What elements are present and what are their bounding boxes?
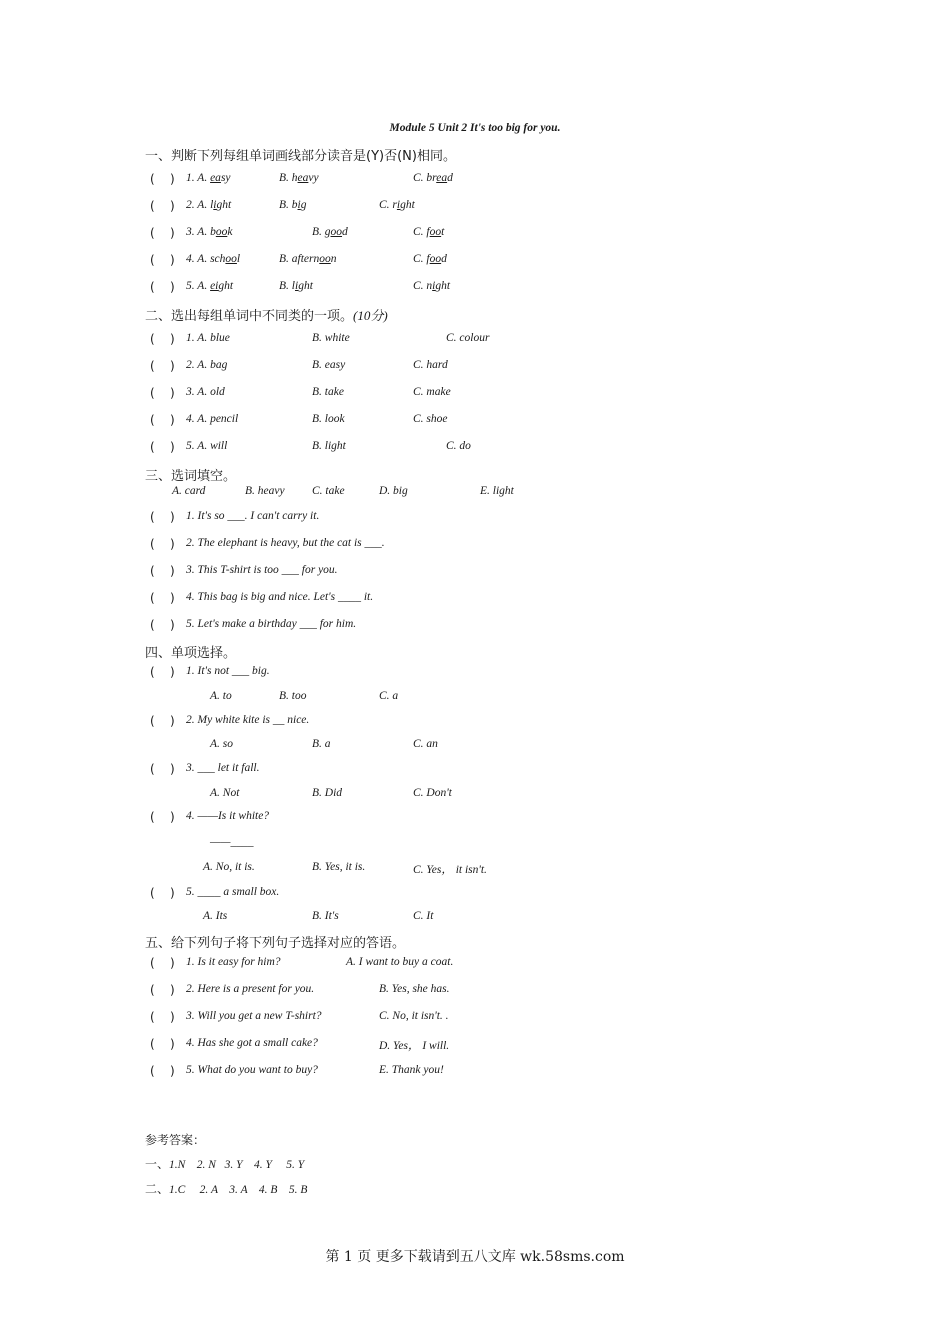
question-text: 1. It's not ___ big. xyxy=(186,665,270,677)
option-c: C. Yes， it isn't. xyxy=(413,864,487,876)
answer-blank[interactable] xyxy=(150,618,175,632)
option-a: A. to xyxy=(210,690,232,702)
response-option: B. Yes, she has. xyxy=(379,983,450,995)
answers-heading: 参考答案： xyxy=(145,1133,206,1147)
option-a xyxy=(186,253,240,265)
option-c: C. Don't xyxy=(413,787,452,799)
page-title: Module 5 Unit 2 It's too big for you. xyxy=(389,122,561,134)
section-2-score: (10分) xyxy=(353,308,388,323)
paren-close: ) xyxy=(170,253,175,267)
option-b: B. too xyxy=(279,690,307,702)
underlined-letters: ea xyxy=(436,172,448,184)
underlined-letters: i xyxy=(294,280,299,292)
paren-close: ) xyxy=(170,591,175,605)
underlined-letters: i xyxy=(432,280,436,292)
s5-question-row xyxy=(0,1064,950,1082)
word-part: ght xyxy=(435,280,451,292)
s3-question-row xyxy=(0,618,950,636)
word-part: C. n xyxy=(413,280,433,292)
option-c xyxy=(413,280,450,292)
answer-blank[interactable] xyxy=(150,413,175,427)
option-a: 5. A. will xyxy=(186,440,228,452)
word-part: C. f xyxy=(413,226,430,238)
s1-question-row xyxy=(0,172,950,190)
word-part: ght xyxy=(298,280,313,292)
option-b xyxy=(312,226,348,238)
underlined-letters: ea xyxy=(297,172,309,184)
answer-blank[interactable] xyxy=(150,253,175,267)
word-part: d xyxy=(342,226,348,238)
word-part: b xyxy=(210,226,216,238)
option-c xyxy=(413,172,453,184)
option-b: B. Did xyxy=(312,787,343,799)
underlined-letters: oo xyxy=(330,226,343,238)
page-footer: 第 1 页 更多下载请到五八文库 wk.58sms.com xyxy=(325,1249,625,1265)
question-text: 1. Is it easy for him? xyxy=(186,956,281,968)
paren-open: ( xyxy=(150,591,155,605)
paren-open: ( xyxy=(150,359,155,373)
s5-question-row xyxy=(0,1010,950,1028)
paren-close: ) xyxy=(170,440,175,454)
response-option: C. No, it isn't. . xyxy=(379,1010,449,1022)
paren-open: ( xyxy=(150,762,155,776)
paren-open: ( xyxy=(150,253,155,267)
s4-question-row xyxy=(0,810,950,828)
underlined-letters: oo xyxy=(225,253,237,265)
answers-line-1 xyxy=(145,1155,304,1172)
word-bank-option: C. take xyxy=(312,485,345,497)
question-number: 5. A. xyxy=(186,280,211,292)
answers-line-2-prefix: 二、 xyxy=(145,1182,170,1196)
answer-blank[interactable] xyxy=(150,226,175,240)
answer-blank[interactable] xyxy=(150,359,175,373)
section-2-heading xyxy=(145,305,388,324)
section-3-heading: 三、选词填空。 xyxy=(145,469,237,484)
question-number: 4. A. xyxy=(186,253,211,265)
option-c: C. shoe xyxy=(413,413,448,425)
option-c: C. hard xyxy=(413,359,448,371)
option-b: B. white xyxy=(312,332,350,344)
s1-question-row xyxy=(0,226,950,244)
option-a xyxy=(186,280,233,292)
s2-question-row xyxy=(0,332,950,350)
paren-open: ( xyxy=(150,172,155,186)
s1-question-row xyxy=(0,199,950,217)
paren-close: ) xyxy=(170,886,175,900)
question-text: 4. ——Is it white? xyxy=(186,810,270,822)
word-part: ght xyxy=(218,280,234,292)
s2-question-row xyxy=(0,386,950,404)
word-part: sy xyxy=(220,172,231,184)
option-a: A. Not xyxy=(210,787,240,799)
answer-blank[interactable] xyxy=(150,564,175,578)
option-c: C. a xyxy=(379,690,399,702)
answer-blank[interactable] xyxy=(150,591,175,605)
option-a: 4. A. pencil xyxy=(186,413,239,425)
option-b xyxy=(279,172,319,184)
s4-question-row xyxy=(0,886,950,904)
option-b: B. take xyxy=(312,386,344,398)
response-option: A. I want to buy a coat. xyxy=(346,956,454,968)
underlined-letters: oo xyxy=(429,226,442,238)
response-option: E. Thank you! xyxy=(379,1064,444,1076)
question-text: 5. ____ a small box. xyxy=(186,886,280,898)
s4-question-row xyxy=(0,714,950,732)
answer-blank[interactable] xyxy=(150,714,175,728)
s2-question-row xyxy=(0,440,950,458)
option-c: C. It xyxy=(413,910,434,922)
paren-close: ) xyxy=(170,810,175,824)
answer-blank[interactable] xyxy=(150,1064,175,1078)
section-2-title: 二、选出每组单词中不同类的一项。 xyxy=(145,309,354,324)
s4-options-row xyxy=(0,910,950,928)
paren-open: ( xyxy=(150,199,155,213)
answer-blank[interactable] xyxy=(150,762,175,776)
word-part: B. l xyxy=(279,280,295,292)
question-text: 4. Has she got a small cake? xyxy=(186,1037,318,1049)
s1-question-row xyxy=(0,280,950,298)
option-a: 2. A. bag xyxy=(186,359,228,371)
answer-blank[interactable] xyxy=(150,332,175,346)
word-part: n xyxy=(330,253,337,265)
paren-open: ( xyxy=(150,564,155,578)
word-bank-option: A. card xyxy=(172,485,206,497)
paren-open: ( xyxy=(150,886,155,900)
sentence: 5. Let's make a birthday ___ for him. xyxy=(186,618,357,630)
option-b: B. It's xyxy=(312,910,339,922)
s4-options-row xyxy=(0,690,950,708)
paren-close: ) xyxy=(170,226,175,240)
response-option: D. Yes， I will. xyxy=(379,1040,450,1052)
option-b: B. light xyxy=(312,440,346,452)
s5-question-row xyxy=(0,983,950,1001)
s4-options-row xyxy=(0,787,950,805)
underlined-letters: i xyxy=(396,199,401,211)
word-part: l xyxy=(210,199,214,211)
word-part: k xyxy=(227,226,233,238)
answers-line-2-values: 1.C 2. A 3. A 4. B 5. B xyxy=(169,1184,308,1196)
s3-question-row xyxy=(0,564,950,582)
option-c: C. an xyxy=(413,738,438,750)
s3-question-row xyxy=(0,510,950,528)
answer-blank[interactable] xyxy=(150,510,175,524)
paren-close: ) xyxy=(170,537,175,551)
option-b: B. easy xyxy=(312,359,346,371)
answers-line-1-prefix: 一、 xyxy=(145,1157,170,1171)
question-text: 3. ___ let it fall. xyxy=(186,762,260,774)
paren-open: ( xyxy=(150,537,155,551)
option-a: 1. A. blue xyxy=(186,332,230,344)
sentence: 1. It's so ___. I can't carry it. xyxy=(186,510,320,522)
word-bank xyxy=(0,485,950,503)
s5-question-row xyxy=(0,956,950,974)
option-a: A. Its xyxy=(203,910,228,922)
question-text: 2. My white kite is __ nice. xyxy=(186,714,310,726)
word-part: B. aftern xyxy=(279,253,320,265)
answers-line-2 xyxy=(145,1180,307,1197)
word-part: d xyxy=(447,172,453,184)
word-part: g xyxy=(300,199,307,211)
word-part: B. b xyxy=(279,199,298,211)
section-4-heading: 四、单项选择。 xyxy=(145,646,237,661)
question-text: 5. What do you want to buy? xyxy=(186,1064,318,1076)
word-part: C. r xyxy=(379,199,397,211)
word-part: B. h xyxy=(279,172,298,184)
paren-close: ) xyxy=(170,280,175,294)
word-part: sch xyxy=(210,253,226,265)
underlined-letters: ea xyxy=(210,172,221,184)
question-number: 3. A. xyxy=(186,226,211,238)
option-c: C. make xyxy=(413,386,451,398)
paren-close: ) xyxy=(170,762,175,776)
sentence: 3. This T-shirt is too ___ for you. xyxy=(186,564,338,576)
answer-blank[interactable] xyxy=(150,665,175,679)
answer-blank[interactable] xyxy=(150,810,175,824)
option-a: 3. A. old xyxy=(186,386,225,398)
answer-blank[interactable] xyxy=(150,386,175,400)
option-b xyxy=(279,253,337,265)
paren-close: ) xyxy=(170,1064,175,1078)
paren-open: ( xyxy=(150,983,155,997)
paren-close: ) xyxy=(170,510,175,524)
answer-blank[interactable] xyxy=(150,983,175,997)
answer-blank[interactable] xyxy=(150,1010,175,1024)
paren-close: ) xyxy=(170,714,175,728)
underlined-letters: oo xyxy=(215,226,228,238)
paren-close: ) xyxy=(170,359,175,373)
option-b: B. Yes, it is. xyxy=(312,861,366,873)
dialog-response: ——____ xyxy=(210,836,254,848)
answer-blank[interactable] xyxy=(150,886,175,900)
paren-close: ) xyxy=(170,983,175,997)
option-c: C. do xyxy=(446,440,471,452)
underlined-letters: i xyxy=(213,199,217,211)
paren-close: ) xyxy=(170,1010,175,1024)
option-a xyxy=(186,199,231,211)
option-b xyxy=(279,280,313,292)
paren-close: ) xyxy=(170,956,175,970)
underlined-letters: i xyxy=(297,199,301,211)
paren-open: ( xyxy=(150,1037,155,1051)
word-part: l xyxy=(236,253,241,265)
question-text: 2. Here is a present for you. xyxy=(186,983,315,995)
paren-open: ( xyxy=(150,413,155,427)
word-bank-option: B. heavy xyxy=(245,485,285,497)
paren-open: ( xyxy=(150,440,155,454)
paren-close: ) xyxy=(170,564,175,578)
option-a xyxy=(186,172,231,184)
s3-question-row xyxy=(0,537,950,555)
paren-open: ( xyxy=(150,280,155,294)
s4-options-row xyxy=(0,861,950,879)
paren-close: ) xyxy=(170,1037,175,1051)
word-part: B. g xyxy=(312,226,331,238)
question-number: 1. A. xyxy=(186,172,211,184)
paren-open: ( xyxy=(150,956,155,970)
answer-blank[interactable] xyxy=(150,440,175,454)
option-b: B. look xyxy=(312,413,345,425)
word-part: d xyxy=(441,253,447,265)
s4-dialog-line xyxy=(0,836,950,854)
paren-close: ) xyxy=(170,618,175,632)
s1-question-row xyxy=(0,253,950,271)
paren-close: ) xyxy=(170,665,175,679)
underlined-letters: oo xyxy=(319,253,331,265)
paren-open: ( xyxy=(150,665,155,679)
s4-question-row xyxy=(0,762,950,780)
s4-question-row xyxy=(0,665,950,683)
paren-open: ( xyxy=(150,226,155,240)
word-part: vy xyxy=(308,172,319,184)
paren-close: ) xyxy=(170,413,175,427)
option-b: B. a xyxy=(312,738,331,750)
option-c xyxy=(413,253,447,265)
option-c xyxy=(413,226,444,238)
paren-open: ( xyxy=(150,714,155,728)
word-bank-option: D. big xyxy=(379,485,408,497)
s2-question-row xyxy=(0,413,950,431)
question-number: 2. A. xyxy=(186,199,211,211)
paren-open: ( xyxy=(150,810,155,824)
word-part: C. f xyxy=(413,253,430,265)
answer-blank[interactable] xyxy=(150,172,175,186)
paren-close: ) xyxy=(170,172,175,186)
word-bank-option: E. light xyxy=(480,485,514,497)
paren-close: ) xyxy=(170,332,175,346)
answer-blank[interactable] xyxy=(150,199,175,213)
paren-open: ( xyxy=(150,332,155,346)
paren-close: ) xyxy=(170,199,175,213)
option-a xyxy=(186,226,232,238)
word-part: C. br xyxy=(413,172,437,184)
option-b xyxy=(279,199,306,211)
option-a: A. so xyxy=(210,738,233,750)
answer-blank[interactable] xyxy=(150,1037,175,1051)
s4-options-row xyxy=(0,738,950,756)
word-part: ght xyxy=(216,199,232,211)
s3-question-row xyxy=(0,591,950,609)
paren-open: ( xyxy=(150,386,155,400)
paren-open: ( xyxy=(150,510,155,524)
option-c: C. colour xyxy=(446,332,490,344)
sentence: 4. This bag is big and nice. Let's ____ it. xyxy=(186,591,374,603)
s5-question-row xyxy=(0,1037,950,1055)
section-1-heading: 一、判断下列每组单词画线部分读音是(Y)否(N)相同。 xyxy=(145,149,456,164)
answer-blank[interactable] xyxy=(150,537,175,551)
underlined-letters: oo xyxy=(429,253,442,265)
question-text: 3. Will you get a new T-shirt? xyxy=(186,1010,322,1022)
paren-open: ( xyxy=(150,618,155,632)
word-part: t xyxy=(441,226,445,238)
underlined-letters: ei xyxy=(210,280,219,292)
answer-blank[interactable] xyxy=(150,956,175,970)
word-part: ght xyxy=(400,199,415,211)
s2-question-row xyxy=(0,359,950,377)
option-c xyxy=(379,199,415,211)
answers-line-1-values: 1.N 2. N 3. Y 4. Y 5. Y xyxy=(169,1159,305,1171)
paren-open: ( xyxy=(150,1064,155,1078)
answer-blank[interactable] xyxy=(150,280,175,294)
paren-close: ) xyxy=(170,386,175,400)
paren-open: ( xyxy=(150,1010,155,1024)
section-5-heading: 五、给下列句子将下列句子选择对应的答语。 xyxy=(145,936,406,951)
option-a: A. No, it is. xyxy=(203,861,255,873)
sentence: 2. The elephant is heavy, but the cat is ___. xyxy=(186,537,385,549)
